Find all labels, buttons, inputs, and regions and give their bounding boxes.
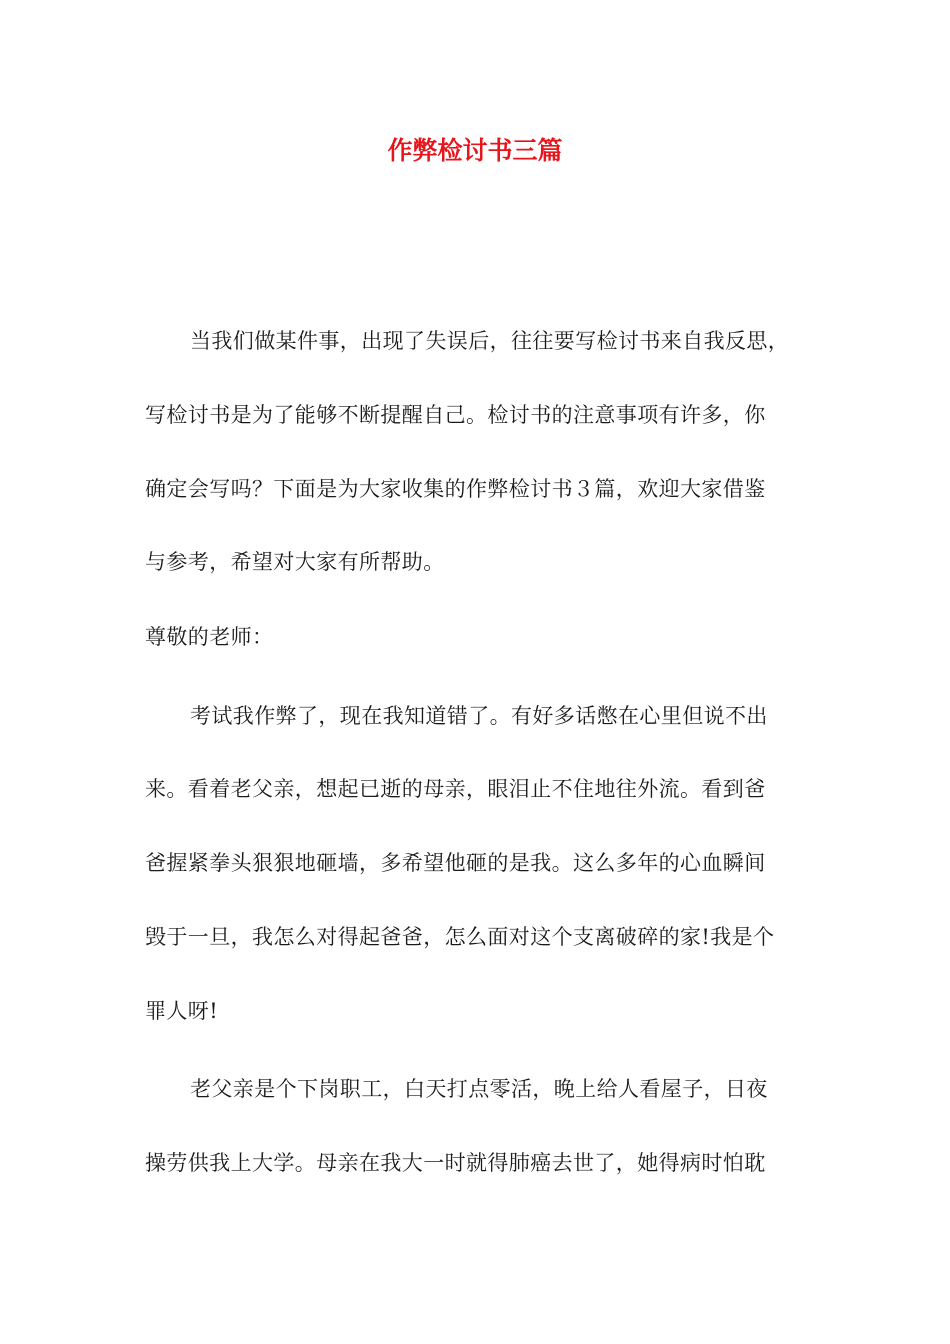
intro-paragraph-line: 与参考，希望对大家有所帮助。 [145,550,445,574]
salutation: 尊敬的老师： [145,625,274,649]
intro-paragraph-line: 写检讨书是为了能够不断提醒自己。检讨书的注意事项有许多，你 [145,403,766,427]
intro-paragraph-line: 当我们做某件事，出现了失误后，往往要写检讨书来自我反思， [190,329,790,353]
body-paragraph-line: 老父亲是个下岗职工，白天打点零活，晚上给人看屋子，日夜 [190,1077,768,1101]
body-paragraph-line: 操劳供我上大学。母亲在我大一时就得肺癌去世了，她得病时怕耽 [145,1151,766,1175]
intro-paragraph-line: 确定会写吗？下面是为大家收集的作弊检讨书３篇，欢迎大家借鉴 [145,477,766,501]
body-paragraph-line: 考试我作弊了，现在我知道错了。有好多话憋在心里但说不出 [190,704,768,728]
body-paragraph-line: 罪人呀! [145,999,219,1023]
body-paragraph-line: 毁于一旦，我怎么对得起爸爸，怎么面对这个支离破碎的家!我是个 [145,925,775,949]
body-paragraph-line: 爸握紧拳头狠狠地砸墙，多希望他砸的是我。这么多年的心血瞬间 [145,851,766,875]
document-title: 作弊检讨书三篇 [387,136,563,165]
body-paragraph-line: 来。看着老父亲，想起已逝的母亲，眼泪止不住地往外流。看到爸 [145,777,766,801]
